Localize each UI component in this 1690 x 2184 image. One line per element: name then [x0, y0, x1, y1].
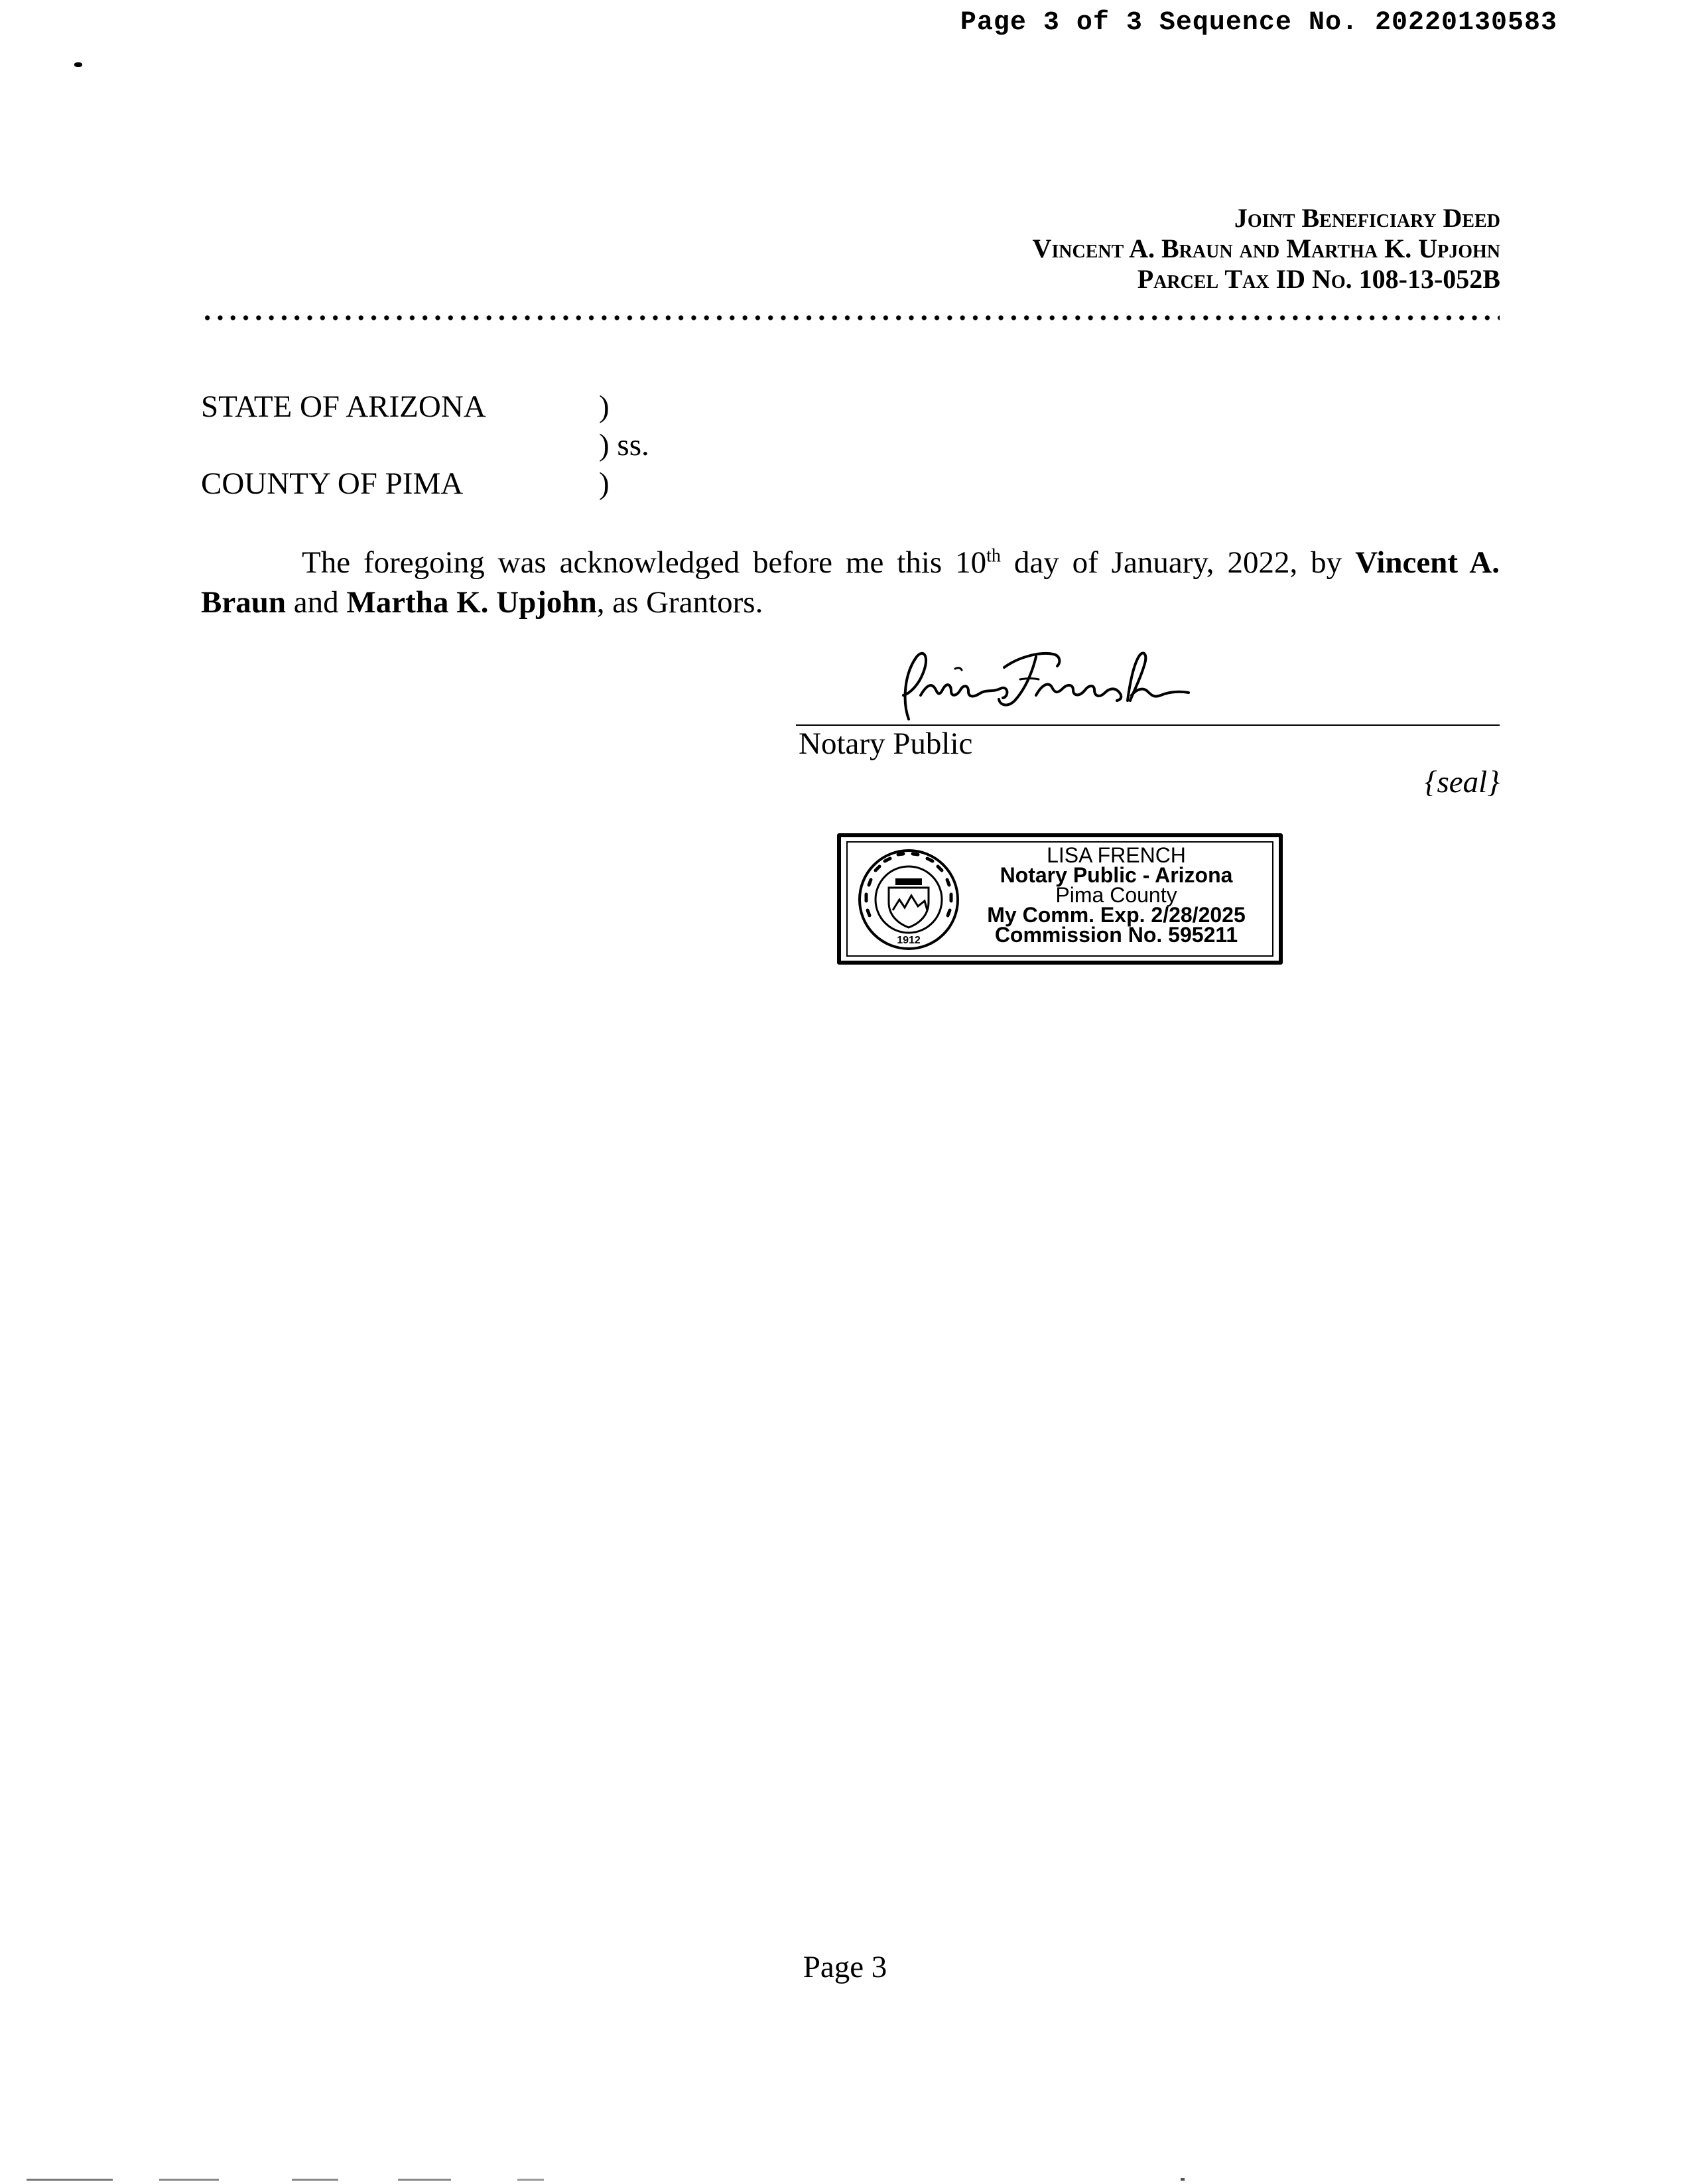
notary-stamp — [837, 833, 1283, 965]
venue-ss: ) ss. — [599, 428, 649, 462]
page-number: Page 3 — [803, 1950, 887, 1984]
venue-state: STATE OF ARIZONA — [201, 389, 486, 424]
caption-parties: Vincent A. Braun and Martha K. Upjohn — [1032, 234, 1500, 263]
caption-parcel: Parcel Tax ID No. 108-13-052B — [1137, 264, 1500, 294]
venue-county: COUNTY OF PIMA — [201, 466, 464, 501]
document-caption — [1033, 203, 1500, 295]
stamp-county: Pima County — [1055, 883, 1177, 907]
grantor-name-2: Martha K. Upjohn — [346, 585, 597, 620]
acknowledgment-paragraph: The foregoing was acknowledged before me this 10th day of January, 2022, by Vincent A. Braun and Martha K. Upjohn, as Grantors. — [201, 545, 1500, 620]
state-seal-icon — [856, 847, 962, 953]
caption-title: Joint Beneficiary Deed — [1234, 203, 1500, 233]
stamp-title: Notary Public - Arizona — [1000, 863, 1233, 887]
sequence-header: Page 3 of 3 Sequence No. 20220130583 — [960, 8, 1557, 38]
notary-public-label: Notary Public — [799, 726, 973, 761]
scan-speck — [74, 62, 82, 67]
stamp-name: LISA FRENCH — [1047, 843, 1186, 867]
seal-year: 1912 — [897, 935, 921, 946]
stamp-commission: Commission No. 595211 — [994, 923, 1238, 947]
ordinal-suffix: th — [986, 545, 1001, 567]
notary-signature — [862, 641, 1194, 727]
venue-paren-1: ) — [599, 389, 610, 424]
stamp-text — [967, 845, 1266, 945]
grantor-name-1: Vincent A. Braun — [201, 545, 1500, 620]
scan-edge-marks — [0, 2177, 1690, 2183]
dotted-separator — [201, 314, 1500, 321]
venue-paren-2: ) — [599, 466, 610, 501]
stamp-expiration: My Comm. Exp. 2/28/2025 — [987, 903, 1246, 927]
seal-label: {seal} — [1424, 765, 1500, 799]
